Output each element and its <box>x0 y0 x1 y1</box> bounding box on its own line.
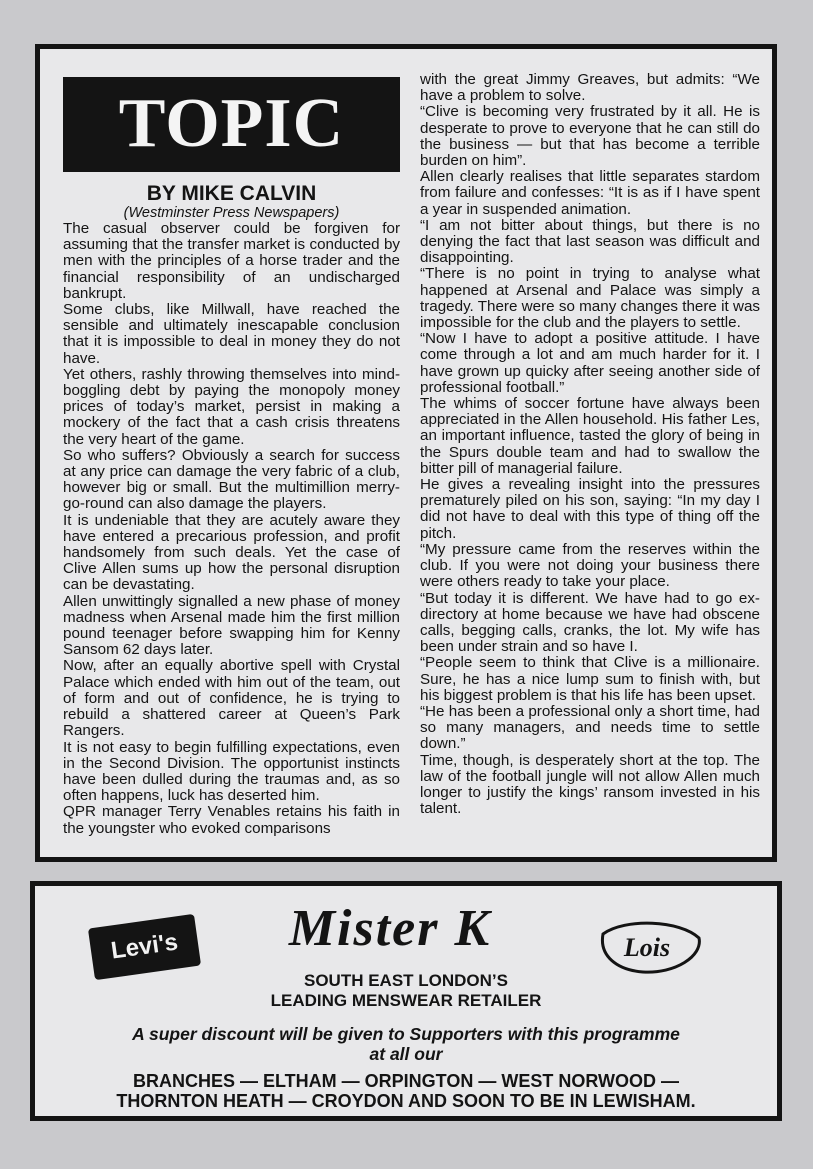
advertisement-box <box>30 881 782 1121</box>
paragraph: Now, after an equally abortive spell with Crystal Palace which ended with him out of the team, out of form and out of confidence, he is trying to rebuild a shattered career at Queen’s Park Rangers. <box>63 657 400 740</box>
paragraph: Some clubs, like Millwall, have reached the sensible and ultimately inescapable conclusion that it is impossible to deal in money they do not have. <box>63 301 400 367</box>
topic-header <box>63 77 400 172</box>
paragraph: QPR manager Terry Venables retains his faith in the youngster who evoked comparisons <box>63 803 400 837</box>
paragraph: It is undeniable that they are acutely aware they have entered a precarious profession, and profit handsomely from such deals. Yet the case of Clive Allen sums up how the personal disruption can be devastating. <box>63 511 400 594</box>
publication: (Westminster Press Newspapers) <box>123 205 340 221</box>
topic-title: TOPIC <box>118 85 345 163</box>
offer <box>35 1024 777 1064</box>
paragraph: “He has been a professional only a short time, had so many managers, and needs time to settle down.” <box>420 702 760 753</box>
tagline-line-1: SOUTH EAST LONDON’S <box>303 971 508 990</box>
article-box <box>35 44 777 862</box>
article-right-column <box>420 72 760 817</box>
tagline <box>35 971 777 1011</box>
paragraph: The casual observer could be forgiven for assuming that the transfer market is conducted by men with the principles of a horse trader and the financial responsibility of an undischarged bankrupt. <box>63 220 400 302</box>
paragraph: Yet others, rashly throwing themselves into mind-boggling debt by paying the monopoly money prices of today’s market, persist in making a mockery of the fact that a cash crisis threatens the very heart of the game. <box>63 365 400 448</box>
article-left-column <box>63 77 400 837</box>
mister-k-logo: Mister K <box>288 900 492 957</box>
branches-line-1: BRANCHES — ELTHAM — ORPINGTON — WEST NORWOOD — <box>132 1071 679 1091</box>
lois-logo-text: Lois <box>623 933 671 962</box>
paragraph: Allen clearly realises that little separates stardom from failure and confesses: “It is as if I have spent a year in suspended animation. <box>420 168 760 218</box>
paragraph: “But today it is different. We have had to go ex-directory at home because we have had obscene calls, begging calls, cranks, the lot. My wife has been under strain and so have I. <box>420 589 760 656</box>
paragraph: “I am not bitter about things, but there is no denying the fact that last season was difficult and disappointing. <box>420 216 760 267</box>
lois-logo <box>595 916 705 978</box>
paragraph: with the great Jimmy Greaves, but admits: “We have a problem to solve. <box>420 71 760 105</box>
tagline-line-2: LEADING MENSWEAR RETAILER <box>270 991 542 1010</box>
paragraph: The whims of soccer fortune have always been appreciated in the Allen household. His father Les, an important influence, tasted the glory of being in the Spurs double team and had to swallow the bitter pill of managerial failure. <box>420 395 760 477</box>
paragraph: “Now I have to adopt a positive attitude. I have come through a lot and am much harder for it. I have grown up quicky after seeing another side of professional football.” <box>420 330 760 396</box>
paragraph: Time, though, is desperately short at the top. The law of the football jungle will not allow Allen much longer to justify the kings’ ransom invested in his talent. <box>420 751 760 818</box>
branches <box>35 1071 777 1111</box>
offer-line-1: A super discount will be given to Supporters with this programme <box>132 1024 680 1044</box>
paragraph: It is not easy to begin fulfilling expectations, even in the Second Division. The opportunist instincts have been dulled during the traumas and, as so often happens, luck has deserted him. <box>63 738 400 805</box>
paragraph: He gives a revealing insight into the pressures prematurely piled on his son, saying: “In my day I did not have to deal with this type of thing off the pitch. <box>420 476 760 542</box>
offer-line-2: at all our <box>369 1044 443 1064</box>
paragraph: “There is no point in trying to analyse what happened at Arsenal and Palace was simply a tragedy. There were so many changes there it was impossible for the club and the players to settle. <box>420 265 760 332</box>
paragraph: Allen unwittingly signalled a new phase of money madness when Arsenal made him the first million pound teenager before swapping him for Kenny Sansom 62 days later. <box>63 592 400 659</box>
levis-logo: Levi's <box>88 914 201 980</box>
branches-line-2: THORNTON HEATH — CROYDON AND SOON TO BE IN LEWISHAM. <box>116 1091 696 1111</box>
byline: BY MIKE CALVIN <box>146 182 317 205</box>
paragraph: “Clive is becoming very frustrated by it all. He is desperate to prove to everyone that he can still do the business — but that has become a terrible burden on him”. <box>420 103 760 170</box>
paragraph: “My pressure came from the reserves within the club. If you were not doing your business there were others ready to take your place. <box>420 540 760 591</box>
paragraph: “People seem to think that Clive is a millionaire. Sure, he has a nice lump sum to finish with, but his biggest problem is that his life has been upset. <box>420 654 760 704</box>
paragraph: So who suffers? Obviously a search for success at any price can damage the very fabric of a club, however big or small. But the multimillion merry-go-round can also damage the players. <box>63 446 400 513</box>
